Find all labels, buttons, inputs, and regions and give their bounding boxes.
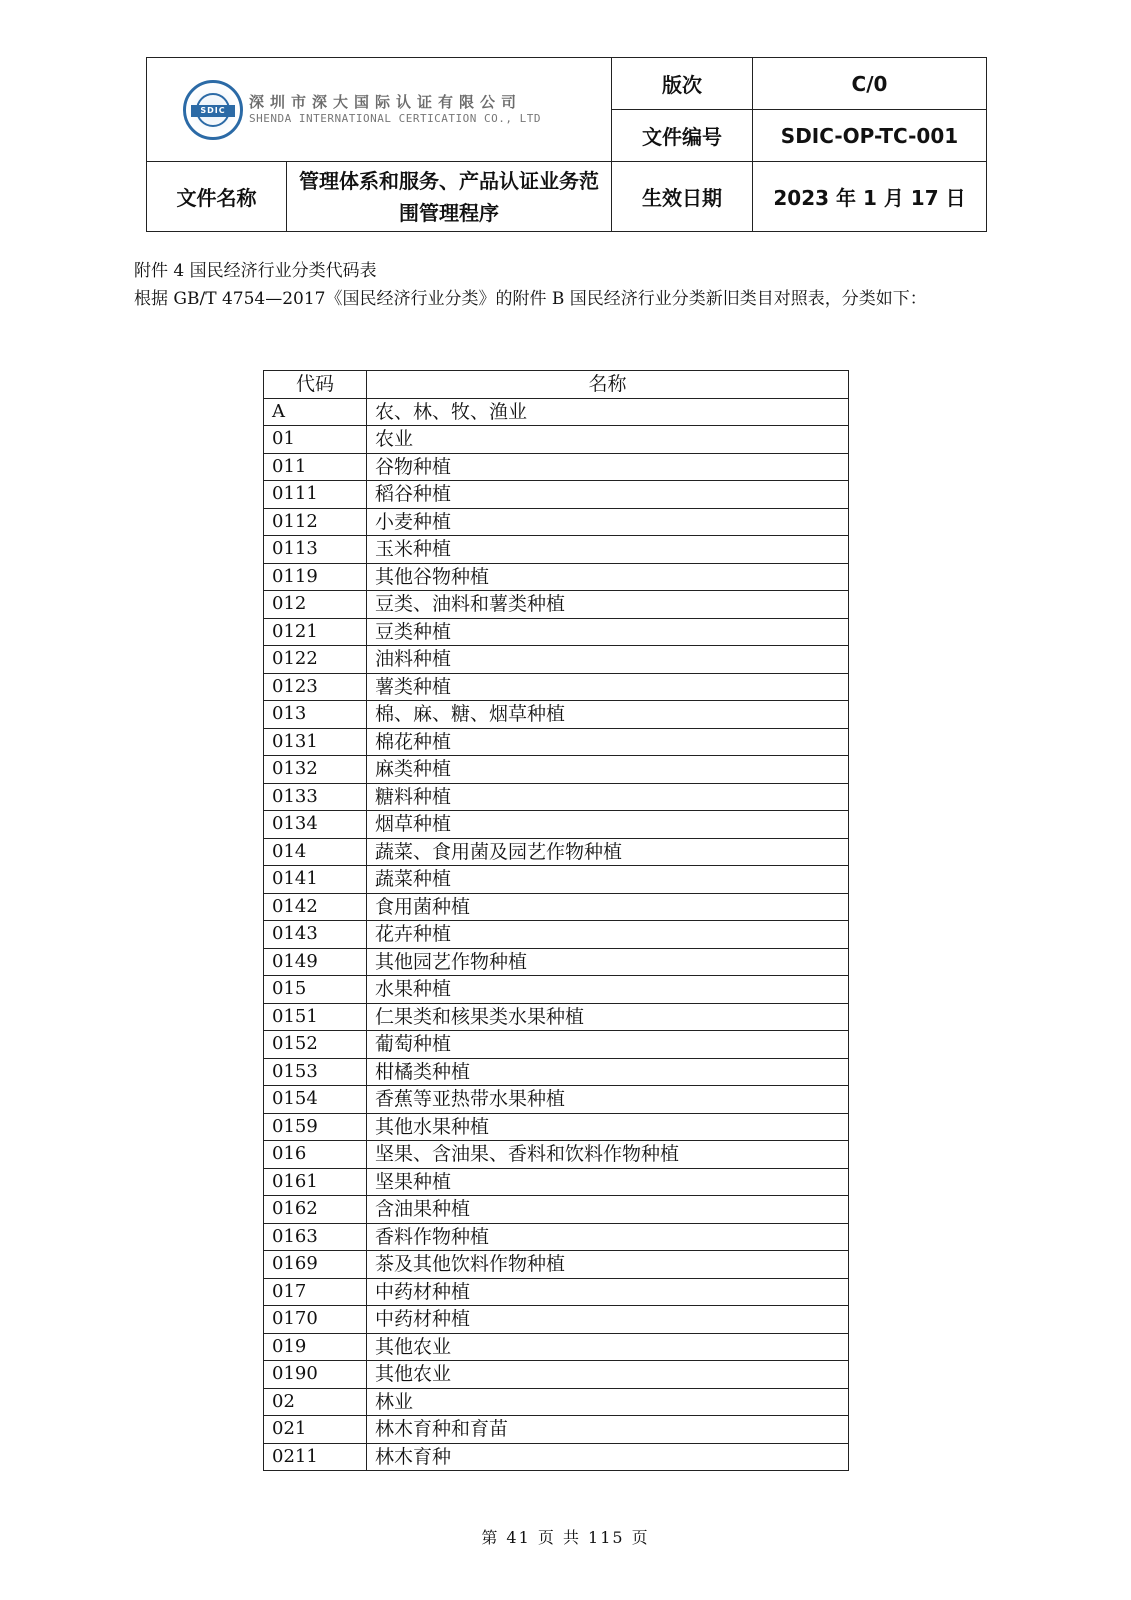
code-cell: 0122 <box>264 646 367 674</box>
name-cell: 含油果种植 <box>367 1196 849 1224</box>
name-cell: 坚果种植 <box>367 1168 849 1196</box>
table-row <box>264 673 849 701</box>
table-row <box>264 1141 849 1169</box>
code-cell: 0190 <box>264 1361 367 1389</box>
name-cell: 香料作物种植 <box>367 1223 849 1251</box>
name-cell: 坚果、含油果、香料和饮料作物种植 <box>367 1141 849 1169</box>
column-header-name: 名称 <box>367 371 849 399</box>
docname-value: 管理体系和服务、产品认证业务范围管理程序 <box>287 162 612 232</box>
table-row <box>264 1416 849 1444</box>
name-cell: 其他园艺作物种植 <box>367 948 849 976</box>
code-cell: 0154 <box>264 1086 367 1114</box>
table-row <box>264 866 849 894</box>
name-cell: 麻类种植 <box>367 756 849 784</box>
code-cell: 02 <box>264 1388 367 1416</box>
table-row <box>264 1086 849 1114</box>
name-cell: 蔬菜、食用菌及园艺作物种植 <box>367 838 849 866</box>
code-cell: 0153 <box>264 1058 367 1086</box>
name-cell: 豆类、油料和薯类种植 <box>367 591 849 619</box>
code-cell: 0133 <box>264 783 367 811</box>
code-cell: 0159 <box>264 1113 367 1141</box>
code-cell: 0134 <box>264 811 367 839</box>
code-cell: 0141 <box>264 866 367 894</box>
name-cell: 棉花种植 <box>367 728 849 756</box>
docno-value: SDIC-OP-TC-001 <box>753 110 987 162</box>
name-cell: 林业 <box>367 1388 849 1416</box>
name-cell: 其他水果种植 <box>367 1113 849 1141</box>
docno-label: 文件编号 <box>612 110 753 162</box>
table-row <box>264 453 849 481</box>
name-cell: 中药材种植 <box>367 1306 849 1334</box>
code-cell: 0169 <box>264 1251 367 1279</box>
code-cell: 0142 <box>264 893 367 921</box>
code-cell: 0211 <box>264 1443 367 1471</box>
table-row <box>264 1278 849 1306</box>
name-cell: 香蕉等亚热带水果种植 <box>367 1086 849 1114</box>
name-cell: 林木育种 <box>367 1443 849 1471</box>
name-cell: 其他农业 <box>367 1333 849 1361</box>
name-cell: 农业 <box>367 426 849 454</box>
table-row <box>264 976 849 1004</box>
table-row <box>264 701 849 729</box>
code-cell: 0163 <box>264 1223 367 1251</box>
table-row <box>264 398 849 426</box>
table-row <box>264 1168 849 1196</box>
table-row <box>264 756 849 784</box>
column-header-code: 代码 <box>264 371 367 399</box>
table-row <box>264 1251 849 1279</box>
name-cell: 花卉种植 <box>367 921 849 949</box>
name-cell: 农、林、牧、渔业 <box>367 398 849 426</box>
name-cell: 小麦种植 <box>367 508 849 536</box>
table-row <box>264 1196 849 1224</box>
name-cell: 玉米种植 <box>367 536 849 564</box>
name-cell: 蔬菜种植 <box>367 866 849 894</box>
table-row <box>264 1113 849 1141</box>
table-row <box>264 1058 849 1086</box>
page-number: 第 41 页 共 115 页 <box>481 1528 650 1547</box>
logo-label: SDIC <box>191 105 235 117</box>
table-row <box>264 481 849 509</box>
name-cell: 糖料种植 <box>367 783 849 811</box>
code-cell: 0119 <box>264 563 367 591</box>
table-row <box>264 893 849 921</box>
table-row <box>264 921 849 949</box>
table-row <box>264 728 849 756</box>
name-cell: 水果种植 <box>367 976 849 1004</box>
code-cell: 0161 <box>264 1168 367 1196</box>
name-cell: 棉、麻、糖、烟草种植 <box>367 701 849 729</box>
name-cell: 薯类种植 <box>367 673 849 701</box>
name-cell: 油料种植 <box>367 646 849 674</box>
date-value: 2023 年 1 月 17 日 <box>753 162 987 232</box>
code-cell: 0162 <box>264 1196 367 1224</box>
code-cell: 0111 <box>264 481 367 509</box>
code-cell: 014 <box>264 838 367 866</box>
code-cell: 0151 <box>264 1003 367 1031</box>
table-row <box>264 646 849 674</box>
name-cell: 茶及其他饮料作物种植 <box>367 1251 849 1279</box>
table-row <box>264 426 849 454</box>
table-row <box>264 1306 849 1334</box>
table-row <box>264 1003 849 1031</box>
company-name-cn: 深圳市深大国际认证有限公司 <box>249 92 523 111</box>
table-row <box>264 563 849 591</box>
attachment-title: 附件 4 国民经济行业分类代码表 <box>134 261 377 281</box>
name-cell: 食用菌种植 <box>367 893 849 921</box>
table-row <box>264 1388 849 1416</box>
company-name-en: SHENDA INTERNATIONAL CERTICATION CO., LTD <box>249 112 542 126</box>
code-cell: 012 <box>264 591 367 619</box>
code-cell: 0143 <box>264 921 367 949</box>
code-cell: 0132 <box>264 756 367 784</box>
code-cell: 016 <box>264 1141 367 1169</box>
document-header <box>146 57 987 232</box>
name-cell: 烟草种植 <box>367 811 849 839</box>
code-cell: 0170 <box>264 1306 367 1334</box>
code-cell: 013 <box>264 701 367 729</box>
name-cell: 仁果类和核果类水果种植 <box>367 1003 849 1031</box>
code-cell: 0149 <box>264 948 367 976</box>
version-label: 版次 <box>612 58 753 110</box>
code-cell: 0152 <box>264 1031 367 1059</box>
docname-label: 文件名称 <box>147 162 287 232</box>
table-row <box>264 1361 849 1389</box>
name-cell: 其他农业 <box>367 1361 849 1389</box>
code-cell: 021 <box>264 1416 367 1444</box>
table-row <box>264 618 849 646</box>
name-cell: 谷物种植 <box>367 453 849 481</box>
version-value: C/0 <box>753 58 987 110</box>
name-cell: 豆类种植 <box>367 618 849 646</box>
table-row <box>264 811 849 839</box>
code-cell: 01 <box>264 426 367 454</box>
code-cell: 019 <box>264 1333 367 1361</box>
name-cell: 柑橘类种植 <box>367 1058 849 1086</box>
table-row <box>264 536 849 564</box>
table-row <box>264 838 849 866</box>
code-cell: A <box>264 398 367 426</box>
table-row <box>264 948 849 976</box>
table-row <box>264 783 849 811</box>
name-cell: 稻谷种植 <box>367 481 849 509</box>
table-row <box>264 1443 849 1471</box>
name-cell: 林木育种和育苗 <box>367 1416 849 1444</box>
name-cell: 其他谷物种植 <box>367 563 849 591</box>
date-label: 生效日期 <box>612 162 753 232</box>
code-cell: 017 <box>264 1278 367 1306</box>
code-cell: 0123 <box>264 673 367 701</box>
name-cell: 葡萄种植 <box>367 1031 849 1059</box>
industry-code-table <box>263 370 849 1471</box>
code-cell: 0121 <box>264 618 367 646</box>
table-row <box>264 591 849 619</box>
table-row <box>264 1333 849 1361</box>
code-cell: 015 <box>264 976 367 1004</box>
name-cell: 中药材种植 <box>367 1278 849 1306</box>
table-row <box>264 1031 849 1059</box>
intro-paragraph: 根据 GB/T 4754—2017《国民经济行业分类》的附件 B 国民经济行业分类新旧类目对照表，分类如下： <box>134 289 927 309</box>
company-logo-cell <box>147 58 612 162</box>
code-cell: 0131 <box>264 728 367 756</box>
code-cell: 0113 <box>264 536 367 564</box>
table-row <box>264 1223 849 1251</box>
table-row <box>264 508 849 536</box>
code-cell: 0112 <box>264 508 367 536</box>
globe-logo-icon <box>183 80 243 140</box>
code-cell: 011 <box>264 453 367 481</box>
